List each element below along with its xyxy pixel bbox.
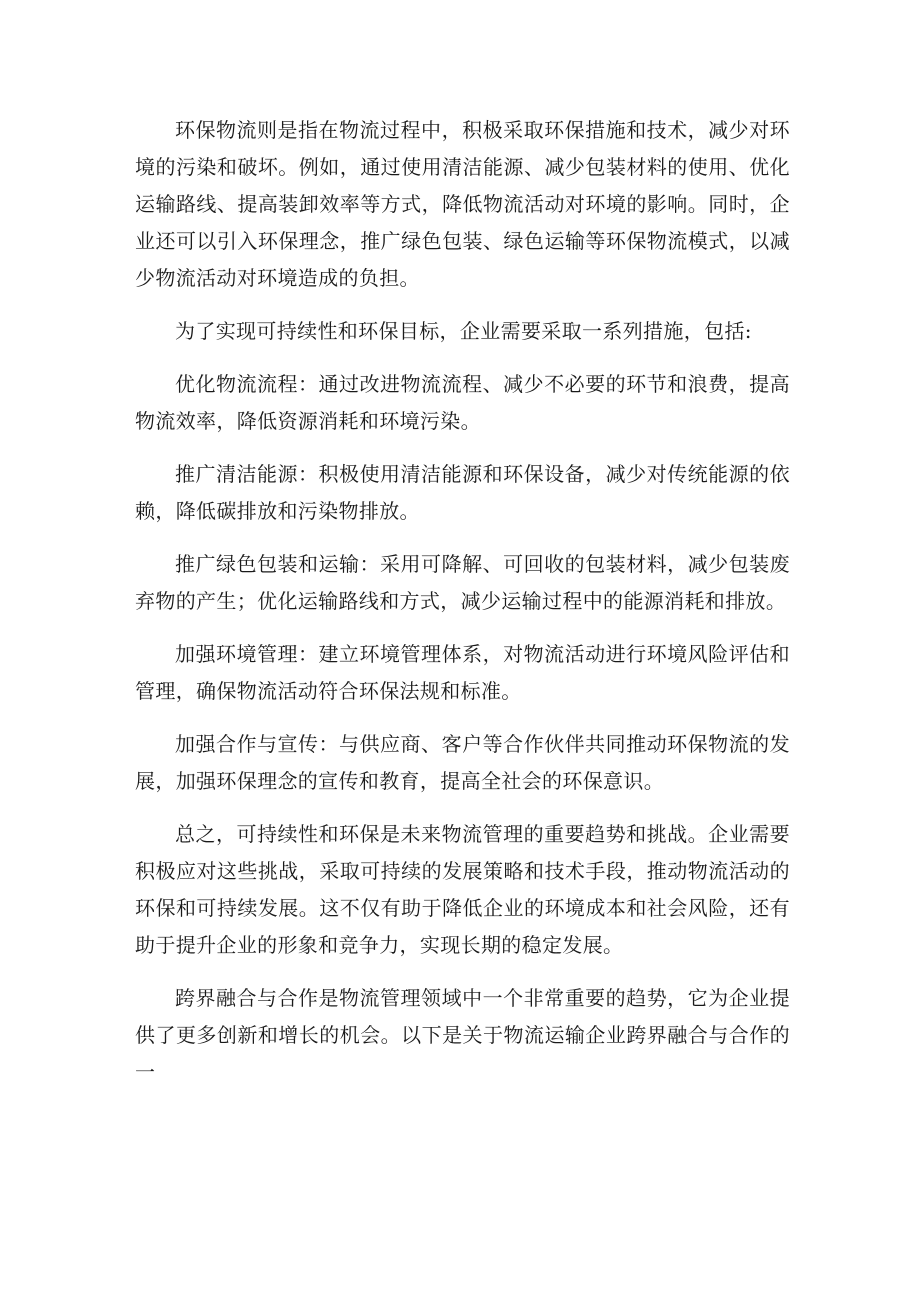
paragraph-environment-management: 加强环境管理：建立环境管理体系，对物流活动进行环境风险评估和管理，确保物流活动符合环保法规和标准。 [135,642,790,703]
paragraph-cross-border: 跨界融合与合作是物流管理领域中一个非常重要的趋势，它为企业提供了更多创新和增长的机会。以下是关于物流运输企业跨界融合与合作的一 [135,986,790,1084]
paragraph-optimize-process: 优化物流流程：通过改进物流流程、减少不必要的环节和浪费，提高物流效率，降低资源消耗和环境污染。 [135,372,790,433]
paragraph-green-logistics: 环保物流则是指在物流过程中，积极采取环保措施和技术，减少对环境的污染和破坏。例如，通过使用清洁能源、减少包装材料的使用、优化运输路线、提高装卸效率等方式，降低物流活动对环境的影响。同时，企业还可以引入环保理念，推广绿色包装、绿色运输等环保物流模式，以减少物流活动对环境造成的负担。 [135,118,790,290]
paragraph-summary: 总之，可持续性和环保是未来物流管理的重要趋势和挑战。企业需要积极应对这些挑战，采取可持续的发展策略和技术手段，推动物流活动的环保和可持续发展。这不仅有助于降低企业的环境成本和社会风险，还有助于提升企业的形象和竞争力，实现长期的稳定发展。 [135,822,790,957]
paragraph-clean-energy: 推广清洁能源：积极使用清洁能源和环保设备，减少对传统能源的依赖，降低碳排放和污染物排放。 [135,462,790,523]
paragraph-green-packaging: 推广绿色包装和运输：采用可降解、可回收的包装材料，减少包装废弃物的产生；优化运输路线和方式，减少运输过程中的能源消耗和排放。 [135,552,790,613]
paragraph-measures-intro: 为了实现可持续性和环保目标，企业需要采取一系列措施，包括: [175,319,752,343]
document-body [135,112,790,1107]
paragraph-cooperation-promotion: 加强合作与宣传：与供应商、客户等合作伙伴共同推动环保物流的发展，加强环保理念的宣传和教育，提高全社会的环保意识。 [135,732,790,793]
